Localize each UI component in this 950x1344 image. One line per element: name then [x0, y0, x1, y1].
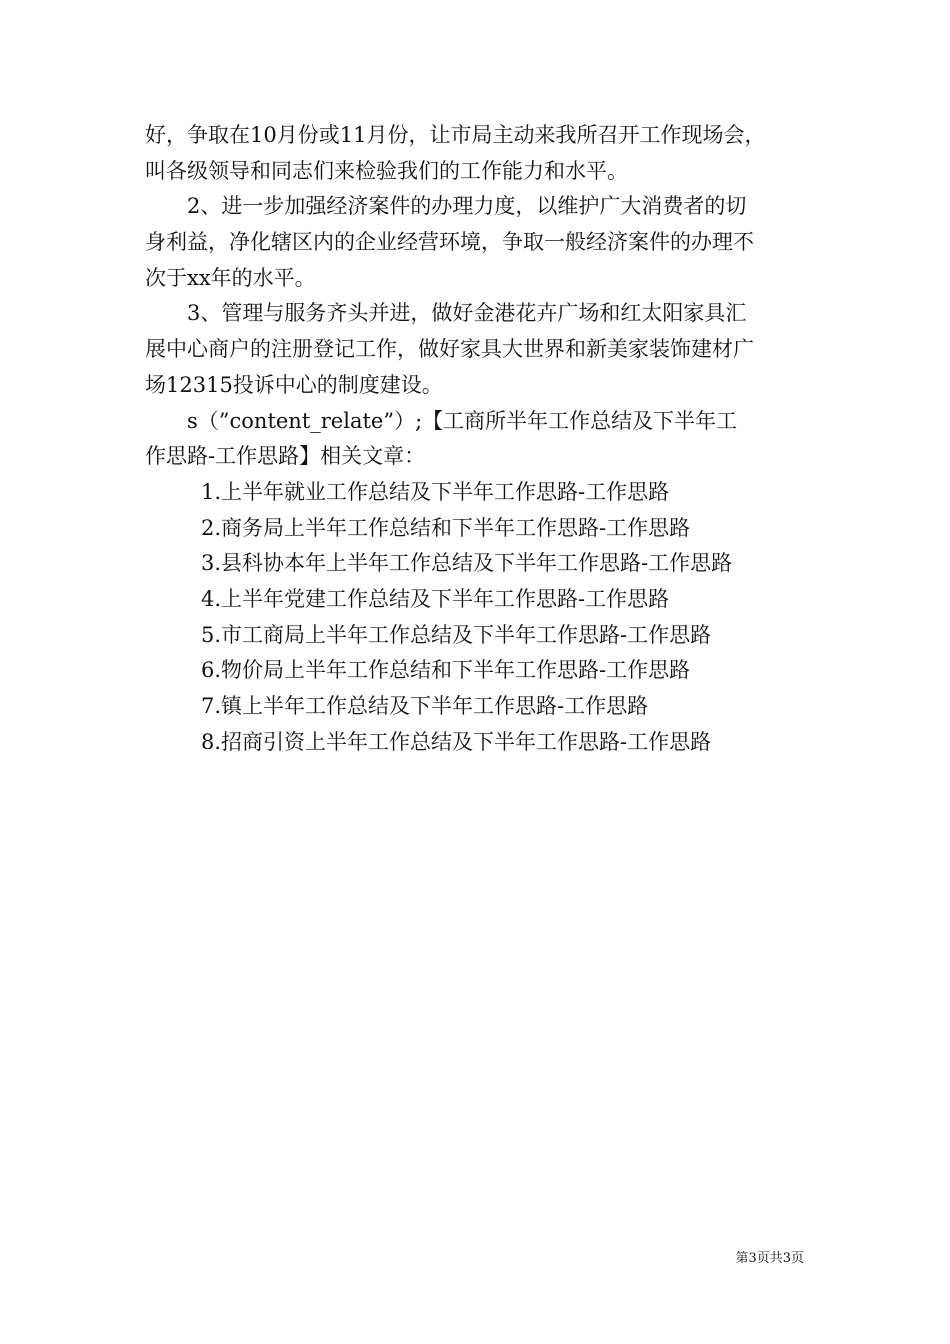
- related-article-link[interactable]: 2.商务局上半年工作总结和下半年工作思路-工作思路: [201, 515, 691, 540]
- related-article-link[interactable]: 4.上半年党建工作总结及下半年工作思路-工作思路: [201, 586, 670, 611]
- item-3-line: 展中心商户的注册登记工作，做好家具大世界和新美家装饰建材广: [145, 337, 754, 362]
- item-2-line: 次于xx年的水平。: [145, 265, 316, 290]
- item-3-line: 场12315投诉中心的制度建设。: [145, 372, 443, 397]
- item-2-line: 身利益，净化辖区内的企业经营环境，争取一般经济案件的办理不: [145, 230, 754, 255]
- paragraph-line: 叫各级领导和同志们来检验我们的工作能力和水平。: [145, 158, 628, 183]
- item-2-line: 2、进一步加强经济案件的办理力度，以维护广大消费者的切: [187, 194, 747, 219]
- related-article-link[interactable]: 3.县科协本年上半年工作总结及下半年工作思路-工作思路: [201, 551, 733, 576]
- related-article-link[interactable]: 7.镇上半年工作总结及下半年工作思路-工作思路: [201, 694, 649, 718]
- page-number: 第3页共3页: [735, 1251, 804, 1266]
- related-article-link[interactable]: 1.上半年就业工作总结及下半年工作思路-工作思路: [201, 479, 670, 504]
- document-body: [145, 118, 835, 760]
- related-article-link[interactable]: 5.市工商局上半年工作总结及下半年工作思路-工作思路: [201, 622, 712, 647]
- item-3-line: 3、管理与服务齐头并进，做好金港花卉广场和红太阳家具汇: [187, 301, 747, 326]
- related-article-link[interactable]: 8.招商引资上半年工作总结及下半年工作思路-工作思路: [201, 729, 712, 754]
- paragraph-line: 好，争取在10月份或11月份，让市局主动来我所召开工作现场会，: [145, 123, 766, 147]
- related-article-link[interactable]: 6.物价局上半年工作总结和下半年工作思路-工作思路: [201, 658, 691, 683]
- related-heading-line: s（”content_relate”）;【工商所半年工作总结及下半年工: [187, 408, 738, 433]
- related-heading-line: 作思路-工作思路】相关文章：: [145, 444, 426, 469]
